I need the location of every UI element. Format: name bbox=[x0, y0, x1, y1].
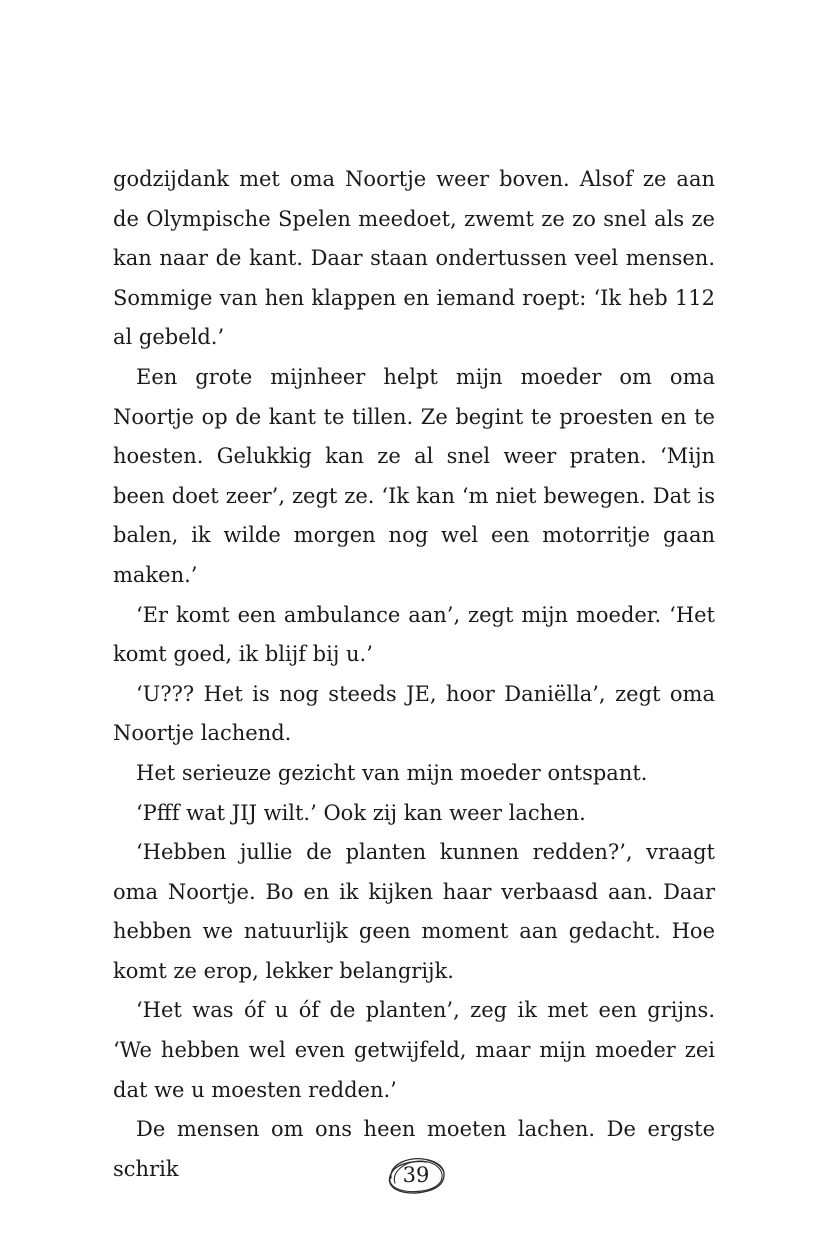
page-number-badge bbox=[383, 1152, 449, 1198]
body-text bbox=[113, 160, 715, 1189]
paragraph: ‘U??? Het is nog steeds JE, hoor Daniëlla’, zegt oma Noortje lachend. bbox=[113, 681, 715, 746]
paragraph: ‘Er komt een ambulance aan’, zegt mijn moeder. ‘Het komt goed, ik blijf bij u.’ bbox=[113, 602, 715, 667]
page-number: 39 bbox=[402, 1163, 430, 1187]
paragraph: ‘Pfff wat JIJ wilt.’ Ook zij kan weer lachen. bbox=[136, 800, 586, 825]
paragraph: godzijdank met oma Noortje weer boven. Alsof ze aan de Olympische Spelen meedoet, zwemt ze zo snel als ze kan naar de kant. Daar staan ondertussen veel mensen. Sommige van hen klappen en iemand roept: ‘Ik heb 112 al gebeld.’ bbox=[113, 167, 715, 350]
paragraph: ‘Hebben jullie de planten kunnen redden?’, vraagt oma Noortje. Bo en ik kijken haar verbaasd aan. Daar hebben we natuurlijk geen moment aan gedacht. Hoe komt ze erop, lekker belangrijk. bbox=[113, 840, 715, 983]
paragraph: De mensen om ons heen moeten lachen. De ergste schrik bbox=[113, 1117, 715, 1181]
paragraph: ‘Het was óf u óf de planten’, zeg ik met een grijns. ‘We hebben wel even getwijfeld, maar mijn moeder zei dat we u moesten redden.’ bbox=[113, 998, 715, 1102]
paragraph: Een grote mijnheer helpt mijn moeder om oma Noortje op de kant te tillen. Ze begint te proesten en te hoesten. Gelukkig kan ze al snel weer praten. ‘Mijn been doet zeer’, zegt ze. ‘Ik kan ‘m niet bewegen. Dat is balen, ik wilde morgen nog wel een motorritje gaan maken.’ bbox=[113, 364, 715, 587]
paragraph: Het serieuze gezicht van mijn moeder ontspant. bbox=[136, 760, 648, 785]
